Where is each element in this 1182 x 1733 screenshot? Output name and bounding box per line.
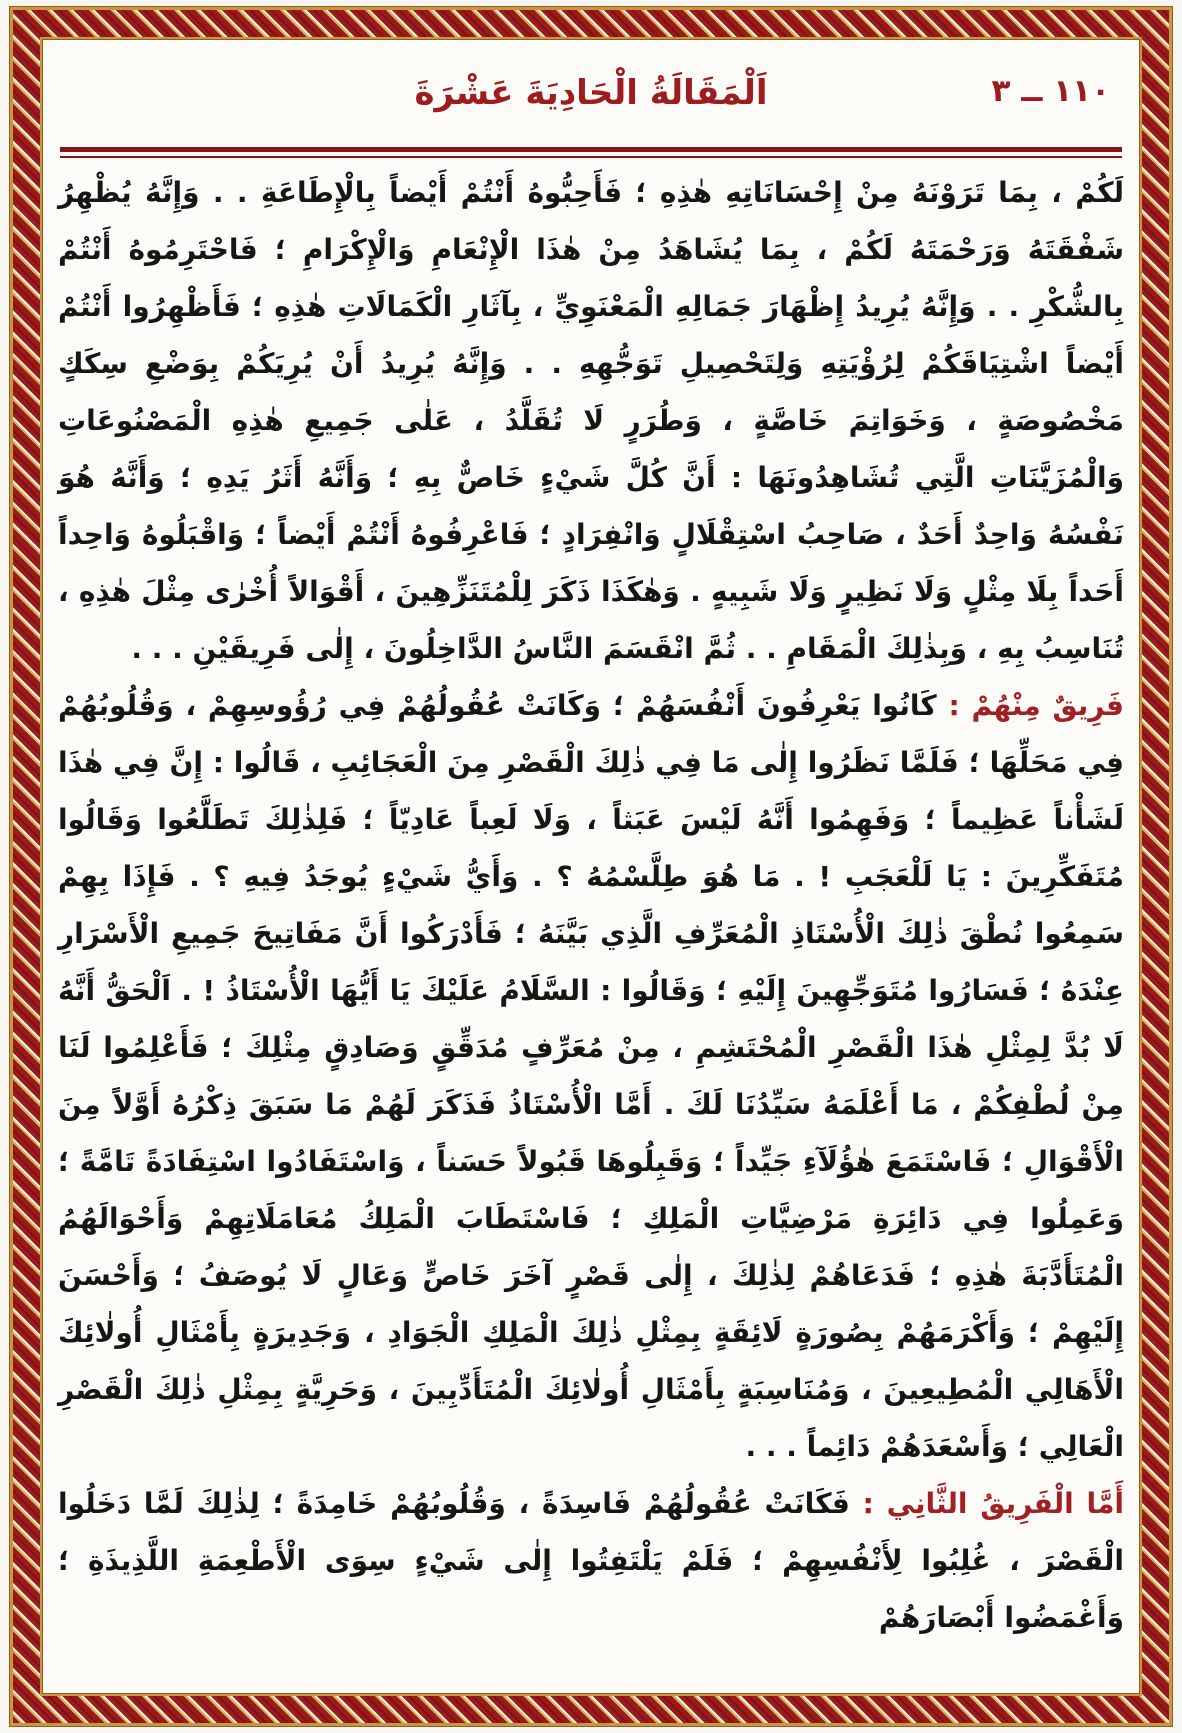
- first-group-heading: فَرِيقٌ مِنْهُمْ :: [936, 689, 1124, 722]
- header-divider-rule: [60, 147, 1122, 158]
- second-group-text: فَكَانَتْ عُقُولُهُمْ فَاسِدَةً ، وَقُلُوبُهُمْ خَامِدَةً ؛ لِذٰلِكَ لَمَّا دَخَلُوا الْقَصْرَ ، غُلِبُوا لِأَنْفُسِهِمْ ؛ فَلَمْ يَلْتَفِتُوا إِلٰى شَيْءٍ سِوَى الْأَطْعِمَةِ اللَّذِيذَةِ ؛ وَأَغْمَضُوا أَبْصَارَهُمْ: [58, 1487, 1124, 1634]
- second-group-heading: أَمَّا الْفَرِيقُ الثَّانِي :: [849, 1487, 1125, 1520]
- paragraph-intro: [58, 164, 1124, 677]
- paragraph-intro-text: لَكُمْ ، بِمَا تَرَوْنَهُ مِنْ إِحْسَانَاتِهِ هٰذِهِ ؛ فَأَحِبُّوهُ أَنْتُمْ أَيْضاً بِالْإِطَاعَةِ . . وَإِنَّهُ يُظْهِرُ شَفْقَتَهُ وَرَحْمَتَهُ لَكُمْ ، بِمَا يُشَاهَدُ مِنْ هٰذَا الْإِنْعَامِ وَالْإِكْرَامِ ؛ فَاحْتَرِمُوهُ أَنْتُمْ بِالشُّكْرِ . . وَإِنَّهُ يُرِيدُ إِظْهَارَ جَمَالِهِ الْمَعْنَوِيِّ ، بِآثَارِ الْكَمَالَاتِ هٰذِهِ ؛ فَأَظْهِرُوا أَنْتُمْ أَيْضاً اشْتِيَاقَكُمْ لِرُؤْيَتِهِ وَلِتَحْصِيلِ تَوَجُّهِهِ . . وَإِنَّهُ يُرِيدُ أَنْ يُرِيَكُمْ بِوَضْعِ سِكَكٍ مَخْصُوصَةٍ ، وَخَوَاتِمَ خَاصَّةٍ ، وَطُرَرٍ لَا تُقَلَّدُ ، عَلٰى جَمِيعِ هٰذِهِ الْمَصْنُوعَاتِ وَالْمُزَيَّنَاتِ الَّتِي تُشَاهِدُونَهَا : أَنَّ كُلَّ شَيْءٍ خَاصٌّ بِهِ ؛ وَأَنَّهُ أَثَرُ يَدِهِ ؛ وَأَنَّهُ هُوَ نَفْسُهُ وَاحِدٌ أَحَدٌ ، صَاحِبُ اسْتِقْلَالٍ وَانْفِرَادٍ ؛ فَاعْرِفُوهُ أَنْتُمْ أَيْضاً ؛ وَاقْبَلُوهُ وَاحِداً أَحَداً بِلَا مِثْلٍ وَلَا نَظِيرٍ وَلَا شَبِيهٍ . وَهٰكَذَا ذَكَرَ لِلْمُتَنَزِّهِينَ ، أَقْوَالاً أُخْرٰى مِثْلَ هٰذِهِ ، تُنَاسِبُ بِهِ ، وَبِذٰلِكَ الْمَقَامِ . . ثُمَّ انْقَسَمَ النَّاسُ الدَّاخِلُونَ ، إِلٰى فَرِيقَيْنِ . . .: [58, 176, 1124, 665]
- paragraph-second-group: [58, 1475, 1124, 1646]
- page-content-area: [40, 37, 1142, 1696]
- first-group-text: كَانُوا يَعْرِفُونَ أَنْفُسَهُمْ ؛ وَكَانَتْ عُقُولُهُمْ فِي رُؤُوسِهِمْ ، وَقُلُوبُهُمْ فِي مَحَلِّهَا ؛ فَلَمَّا نَظَرُوا إِلٰى مَا فِي ذٰلِكَ الْقَصْرِ مِنَ الْعَجَائِبِ ، قَالُوا : إِنَّ فِي هٰذَا لَشَأْناً عَظِيماً ؛ وَفَهِمُوا أَنَّهُ لَيْسَ عَبَثاً ، وَلَا لَعِباً عَادِيّاً ؛ فَلِذٰلِكَ تَطَلَّعُوا وَقَالُوا مُتَفَكِّرِينَ : يَا لَلْعَجَبِ ! . مَا هُوَ طِلَّسْمُهُ ؟ . وَأَيُّ شَيْءٍ يُوجَدُ فِيهِ ؟ . فَإِذَا بِهِمْ سَمِعُوا نُطْقَ ذٰلِكَ الْأُسْتَاذِ الْمُعَرِّفِ الَّذِي بَيَّنَهُ ؛ فَأَدْرَكُوا أَنَّ مَفَاتِيحَ جَمِيعِ الْأَسْرَارِ عِنْدَهُ ؛ فَسَارُوا مُتَوَجِّهِينَ إِلَيْهِ ؛ وَقَالُوا : السَّلَامُ عَلَيْكَ يَا أَيُّهَا الْأُسْتَاذُ ! . اَلْحَقُّ أَنَّهُ لَا بُدَّ لِمِثْلِ هٰذَا الْقَصْرِ الْمُحْتَشِمِ ، مِنْ مُعَرِّفٍ مُدَقِّقٍ وَصَادِقٍ مِثْلِكَ ؛ فَأَعْلِمُوا لَنَا مِنْ لُطْفِكُمْ ، مَا أَعْلَمَهُ سَيِّدُنَا لَكَ . أَمَّا الْأُسْتَاذُ فَذَكَرَ لَهُمْ مَا سَبَقَ ذِكْرُهُ أَوَّلاً مِنَ الْأَقْوَالِ ؛ فَاسْتَمَعَ هٰؤُلَآءِ جَيِّداً ؛ وَقَبِلُوهَا قَبُولاً حَسَناً ، وَاسْتَفَادُوا اسْتِفَادَةً تَامَّةً ؛ وَعَمِلُوا فِي دَائِرَةِ مَرْضِيَّاتِ الْمَلِكِ ؛ فَاسْتَطَابَ الْمَلِكُ مُعَامَلَاتِهِمْ وَأَحْوَالَهُمُ الْمُتَأَدَّبَةَ هٰذِهِ ؛ فَدَعَاهُمْ لِذٰلِكَ ، إِلٰى قَصْرٍ آخَرَ خَاصٍّ وَعَالٍ لَا يُوصَفُ ؛ وَأَحْسَنَ إِلَيْهِمْ ؛ وَأَكْرَمَهُمْ بِصُورَةٍ لَائِقَةٍ بِمِثْلِ ذٰلِكَ الْمَلِكِ الْجَوَادِ ، وَجَدِيرَةٍ بِأَمْثَالِ أُولٰائِكَ الْأَهَالِي الْمُطِيعِينَ ، وَمُنَاسِبَةٍ بِأَمْثَالِ أُولٰائِكَ الْمُتَأَدِّبِينَ ، وَحَرِيَّةٍ بِمِثْلِ ذٰلِكَ الْقَصْرِ الْعَالِي ؛ وَأَسْعَدَهُمْ دَائِماً . . .: [58, 689, 1124, 1463]
- body-text: [58, 164, 1124, 1646]
- page-number: ١١٠ ــ ٣: [991, 73, 1110, 109]
- chapter-title: اَلْمَقَالَةُ الْحَادِيَةَ عَشْرَةَ: [414, 73, 768, 113]
- paragraph-first-group: [58, 677, 1124, 1475]
- page-header: [58, 73, 1124, 131]
